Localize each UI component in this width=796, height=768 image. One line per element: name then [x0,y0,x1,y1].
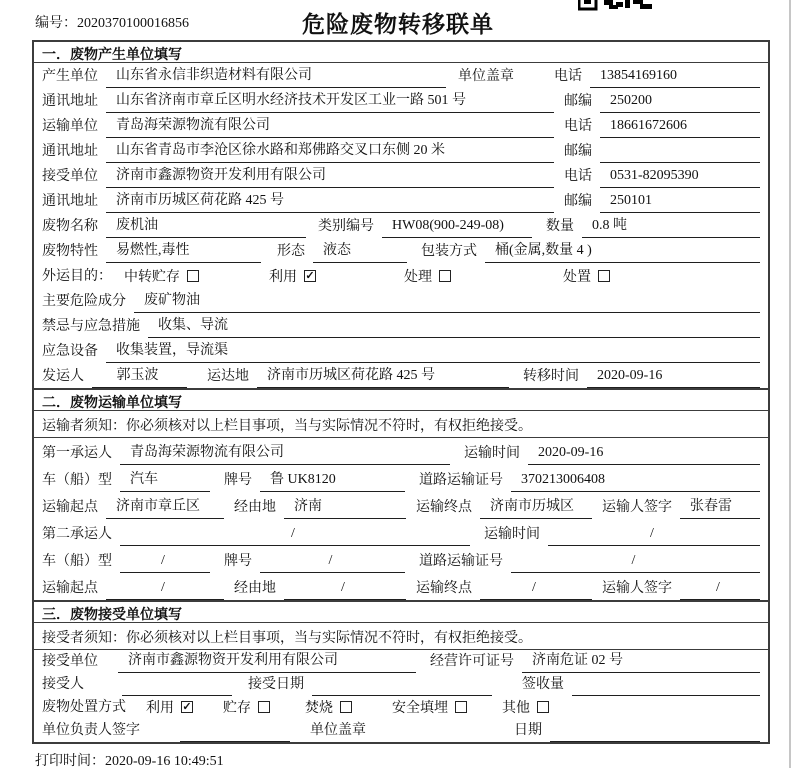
vehicle-type-label: 车（船）型 [42,473,112,488]
receiving-unit-value: 济南市鑫源物资开发利用有限公司 [118,649,416,673]
second-carrier-label: 第二承运人 [42,527,112,542]
transporter-signature-label: 运输人签字 [602,500,672,515]
unit-seal-label: 单位盖章 [458,69,514,84]
receive-date-label: 接受日期 [248,677,304,692]
transport-end-label: 运输终点 [416,500,472,515]
via-label: 经由地 [234,581,276,596]
license-number-label: 经营许可证号 [430,654,514,669]
postcode-value: 250101 [600,193,760,213]
landfill-checkbox [455,701,467,713]
postcode-label: 邮编 [564,194,592,209]
print-time-value: 2020-09-16 10:49:51 [105,754,224,768]
transport-date-value: 2020-09-16 [528,445,760,465]
mailing-address-value: 山东省青岛市李沧区徐水路和郑佛路交叉口东侧 20 米 [106,139,554,163]
receiver-unit-label: 接受单位 [42,169,98,184]
responsible-signature-value [180,738,290,742]
transporter-signature-value: / [680,580,760,600]
utilize-checkbox-checked: ✓ [182,701,192,713]
dispose-checkbox [598,270,610,282]
form-state-label: 形态 [277,244,305,259]
mailing-address-label: 通讯地址 [42,194,98,209]
receiver-person-label: 接受人 [42,677,84,692]
form-row [34,363,768,388]
taboo-measures-value: 收集、导流 [148,314,760,338]
section-producer-title: 一．废物产生单位填写 [34,42,768,63]
road-permit-value: 370213006408 [511,472,760,492]
shipper-label: 发运人 [42,369,84,384]
signed-quantity-value [572,692,760,696]
vehicle-type-value: 汽车 [120,468,210,492]
transport-date-value: / [548,526,760,546]
print-time-label: 打印时间： [35,754,105,768]
transport-unit-value: 青岛海荣源物流有限公司 [106,114,554,138]
form-row [34,465,768,492]
transport-end-value: 济南市历城区 [480,495,592,519]
quantity-label: 数量 [546,219,574,234]
form-row [34,313,768,338]
form-row [34,519,768,546]
vehicle-type-value: / [120,553,210,573]
transfer-purpose-label: 外运目的： [42,269,112,284]
treat-label: 处理 [404,270,432,285]
storage-checkbox [258,701,270,713]
producer-unit-label: 产生单位 [42,69,98,84]
date-value [550,738,760,742]
qr-code-partial-icon [578,0,654,11]
waste-properties-label: 废物特性 [42,244,98,259]
transporter-notice: 运输者须知：你必须核对以上栏目事项，当与实际情况不符时，有权拒绝接受。 [34,411,768,438]
form-row [34,438,768,465]
dispose-label: 处置 [563,270,591,285]
checkbox-group-storage [223,697,270,719]
checkbox-group-landfill [392,697,467,719]
road-permit-label: 道路运输证号 [419,554,503,569]
plate-number-value: 鲁 UK8120 [260,468,405,492]
via-value: 济南 [284,495,406,519]
form-row [34,238,768,263]
transport-unit-label: 运输单位 [42,119,98,134]
vehicle-type-label: 车（船）型 [42,554,112,569]
road-permit-label: 道路运输证号 [419,473,503,488]
receiving-unit-label: 接受单位 [42,654,98,669]
main-hazard-label: 主要危险成分 [42,294,126,309]
form-state-value: 液态 [313,239,407,263]
category-code-value: HW08(900-249-08) [382,218,532,238]
checkbox-group-other [502,697,549,719]
incinerate-label: 焚烧 [305,701,333,716]
section-producer [34,42,768,388]
transport-end-value: / [480,580,592,600]
phone-label: 电话 [554,69,582,84]
serial-value: 2020370100016856 [77,16,189,31]
form-row-transfer-purpose [34,263,768,288]
utilize-checkbox-checked: ✓ [305,270,315,282]
section-receiver [34,600,768,742]
postcode-label: 邮编 [564,144,592,159]
via-value: / [284,580,406,600]
utilize-label: 利用 [269,270,297,285]
form-row [34,492,768,519]
section-receiver-title: 三．废物接受单位填写 [34,602,768,623]
form-row [34,138,768,163]
checkbox-group-utilize [269,266,316,288]
form-row [34,573,768,600]
postcode-value: 250200 [600,93,760,113]
signed-quantity-label: 签收量 [522,677,564,692]
phone-value: 13854169160 [590,68,760,88]
form-row-disposal-method [34,696,768,719]
transport-origin-label: 运输起点 [42,581,98,596]
packaging-value: 桶(金属,数量 4 ) [485,239,760,263]
emergency-equipment-value: 收集装置，导流渠 [106,339,760,363]
phone-value: 18661672606 [600,118,760,138]
section-transporter [34,388,768,600]
form-row [34,113,768,138]
transporter-signature-value: 张春雷 [680,495,760,519]
form-row [34,88,768,113]
form-row [34,188,768,213]
landfill-label: 安全填埋 [392,701,448,716]
form-row [34,63,768,88]
emergency-equipment-label: 应急设备 [42,344,98,359]
plate-number-label: 牌号 [224,473,252,488]
phone-label: 电话 [564,119,592,134]
form-row [34,546,768,573]
transport-origin-value: / [106,580,224,600]
first-carrier-value: 青岛海荣源物流有限公司 [120,441,450,465]
treat-checkbox [439,270,451,282]
print-time [35,750,224,768]
second-carrier-value: / [120,526,470,546]
quantity-value: 0.8 吨 [582,214,760,238]
mailing-address-value: 山东省济南市章丘区明水经济技术开发区工业一路 501 号 [106,89,554,113]
main-hazard-value: 废矿物油 [134,289,760,313]
form-row [34,719,768,742]
mailing-address-value: 济南市历城区荷花路 425 号 [106,189,554,213]
responsible-signature-label: 单位负责人签字 [42,723,140,738]
producer-unit-value: 山东省永信非织造材料有限公司 [106,64,446,88]
transport-origin-label: 运输起点 [42,500,98,515]
postcode-label: 邮编 [564,94,592,109]
transport-date-label: 运输时间 [484,527,540,542]
postcode-value [600,159,760,163]
transport-date-label: 运输时间 [464,446,520,461]
disposal-method-label: 废物处置方式 [42,700,126,715]
checkbox-group-treat [404,266,451,288]
taboo-measures-label: 禁忌与应急措施 [42,319,140,334]
receiver-unit-value: 济南市鑫源物资开发利用有限公司 [106,164,554,188]
waste-name-label: 废物名称 [42,219,98,234]
waste-name-value: 废机油 [106,214,306,238]
via-label: 经由地 [234,500,276,515]
incinerate-checkbox [340,701,352,713]
document-header [0,0,796,38]
unit-seal-label: 单位盖章 [310,723,366,738]
destination-label: 运达地 [207,369,249,384]
form-row [34,288,768,313]
transit-storage-label: 中转贮存 [124,270,180,285]
checkbox-group-transit-storage [124,266,199,288]
phone-value: 0531-82095390 [600,168,760,188]
mailing-address-label: 通讯地址 [42,144,98,159]
waste-properties-value: 易燃性,毒性 [106,239,261,263]
first-carrier-label: 第一承运人 [42,446,112,461]
transporter-signature-label: 运输人签字 [602,581,672,596]
shipper-value: 郭玉波 [92,364,187,388]
mailing-address-label: 通讯地址 [42,94,98,109]
form-row [34,338,768,363]
page-edge-line [789,0,791,768]
checkbox-group-dispose [563,266,610,288]
plate-number-label: 牌号 [224,554,252,569]
form-row [34,650,768,673]
checkbox-group-incinerate [305,697,352,719]
road-permit-value: / [511,553,760,573]
destination-value: 济南市历城区荷花路 425 号 [257,364,509,388]
checkbox-group-utilize [146,697,193,719]
manifest-form-table [32,40,770,744]
serial-label: 编号： [35,16,77,31]
phone-label: 电话 [564,169,592,184]
packaging-label: 包装方式 [421,244,477,259]
receiver-person-value [122,692,232,696]
transfer-date-value: 2020-09-16 [587,368,760,388]
receive-date-value [312,692,492,696]
form-row [34,213,768,238]
other-checkbox [537,701,549,713]
form-row [34,163,768,188]
transit-storage-checkbox [187,270,199,282]
transport-end-label: 运输终点 [416,581,472,596]
other-label: 其他 [502,701,530,716]
receiver-notice: 接受者须知：你必须核对以上栏目事项，当与实际情况不符时，有权拒绝接受。 [34,623,768,650]
transfer-date-label: 转移时间 [523,369,579,384]
section-transporter-title: 二．废物运输单位填写 [34,390,768,411]
page-title: 危险废物转移联单 [302,12,494,37]
plate-number-value: / [260,553,405,573]
license-number-value: 济南危证 02 号 [522,649,760,673]
utilize-label: 利用 [146,701,174,716]
date-label: 日期 [514,723,542,738]
transport-origin-value: 济南市章丘区 [106,495,224,519]
storage-label: 贮存 [223,701,251,716]
form-row [34,673,768,696]
category-code-label: 类别编号 [318,219,374,234]
